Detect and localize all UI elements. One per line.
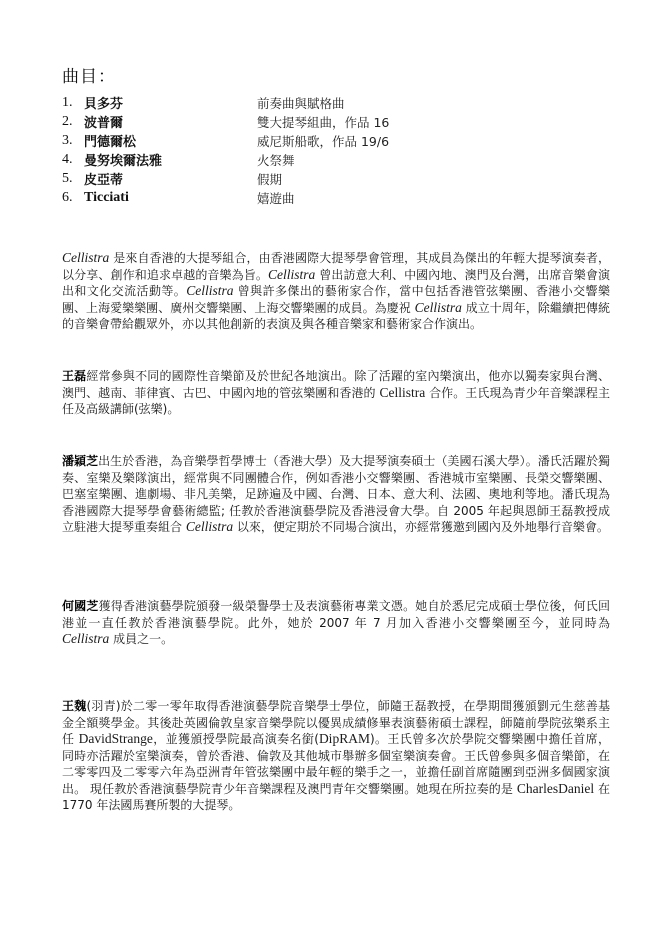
program-item	[62, 131, 610, 150]
program-item-composer: 門德爾松	[84, 135, 137, 150]
program-item-number: 1.	[62, 94, 73, 110]
bio-paragraph-ho: 何國芝獲得香港演藝學院頒發一級榮譽學士及表演藝術專業文憑。她自於悉尼完成碩士學位後，何氏回港並一直任教於香港演藝學院。此外，她於 2007 年 7 月加入香港小交響樂團至今，並同時為 Cellistra 成員之一。	[62, 599, 610, 646]
program-item-number: 2.	[62, 113, 73, 129]
program-item-number: 6.	[62, 189, 73, 205]
program-item-work: 前奏曲與賦格曲	[257, 95, 345, 111]
program-item	[62, 169, 610, 188]
bio-paragraph-poon: 潘穎芝出生於香港，為音樂學哲學博士（香港大學）及大提琴演奏碩士（美國石溪大學）。潘氏活躍於獨奏、室樂及樂隊演出，經常與不同團體合作，例如香港小交響樂團、香港城市室樂團、長榮交響樂團、巴塞室樂團、進劇場、非凡美樂，足跡遍及中國、台灣、日本、意大利、法國、奧地利等地。潘氏現為香港國際大提琴學會藝術總監; 任教於香港演藝學院及香港浸會大學。自 2005 年起與恩師王磊教授成立駐港大提琴重奏組合 Cellistra 以來，便定期於不同場合演出，亦經常獲邀到國內及外地舉行音樂會。	[62, 454, 610, 534]
program-item-composer: 曼努埃爾法雅	[84, 154, 163, 169]
performer-name: 王魏	[62, 699, 87, 713]
bio-paragraph-wang-lei: 王磊經常參與不同的國際性音樂節及於世紀各地演出。除了活躍的室內樂演出，他亦以獨奏家與台灣、澳門、越南、菲律賓、古巴、中國內地的管弦樂團和香港的 Cellistra 合作。王氏現為青少年音樂課程主任及高級講師(弦樂)。	[62, 369, 610, 416]
ensemble-name: Cellistra	[185, 519, 234, 534]
ensemble-name: Cellistra	[62, 250, 110, 265]
ensemble-name: Cellistra	[268, 266, 316, 282]
program-item	[62, 112, 610, 131]
program-heading: 曲目：	[62, 67, 116, 87]
performer-name: 潘穎芝	[62, 454, 99, 468]
program-item-work: 雙大提琴組曲，作品 16	[257, 114, 390, 130]
program-list	[62, 93, 610, 207]
program-item-work: 假期	[257, 171, 283, 187]
program-item-number: 4.	[62, 151, 73, 167]
ensemble-name: Cellistra	[414, 299, 462, 315]
performer-name: 王磊	[62, 369, 87, 383]
program-item-composer: 皮亞蒂	[84, 173, 124, 188]
program-item-composer: 波普爾	[84, 116, 124, 131]
program-item-number: 5.	[62, 170, 73, 186]
program-item-number: 3.	[62, 132, 73, 148]
program-item-work: 威尼斯船歌，作品 19/6	[257, 133, 390, 149]
program-item-composer: Ticciati	[84, 189, 129, 205]
performer-name: 何國芝	[62, 599, 99, 613]
program-item	[62, 188, 610, 207]
program-item	[62, 93, 610, 112]
program-item-work: 火祭舞	[257, 152, 295, 168]
ensemble-name: Cellistra	[379, 384, 426, 400]
ensemble-name: Cellistra	[62, 631, 110, 646]
program-item-composer: 貝多芬	[84, 97, 124, 112]
program-item	[62, 150, 610, 169]
ensemble-name: Cellistra	[186, 283, 234, 298]
bio-paragraph-wang-wei: 王魏(羽青)於二零一零年取得香港演藝學院音樂學士學位，師隨王磊教授，在學期間獲頒劉元生慈善基金全額獎學金。其後赴英國倫敦皇家音樂學院以優異成績修畢表演藝術碩士課程，師隨前學院弦樂系主任 DavidStrange，並獲頒授學院最高演奏名銜(DipRAM)。王氏曾多次於學院交響樂團中擔任首席， 同時亦活躍於室樂演奏，曾於香港、倫敦及其他城市舉辦多個室樂演奏會。王氏曾參與多個音樂節，在二零零四及二零零六年為亞洲青年管弦樂團中最年輕的樂手之一，並擔任副首席隨團到亞洲多個國家演出。 現任教於香港演藝學院青少年音樂課程及澳門青年交響樂團。她現在所拉奏的是 CharlesDaniel 在 1770 年法國馬賽所製的大提琴。	[62, 699, 610, 812]
cellistra-intro-paragraph: Cellistra 是來自香港的大提琴組合，由香港國際大提琴學會管理，其成員為傑出的年輕大提琴演奏者，以分享、創作和追求卓越的音樂為旨。Cellistra 曾出訪意大利、中國內地、澳門及台灣，出席音樂會演出和文化交流活動等。Cellistra 曾與許多傑出的藝術家合作，當中包括香港管弦樂團、香港小交響樂團、上海愛樂樂團、廣州交響樂團、上海交響樂團的成員。為慶祝 Cellistra 成立十周年，除繼續把傳統的音樂會帶給觀眾外，亦以其他創新的表演及與各種音樂家和藝術家合作演出。	[62, 250, 610, 331]
program-item-work: 嬉遊曲	[257, 190, 295, 206]
